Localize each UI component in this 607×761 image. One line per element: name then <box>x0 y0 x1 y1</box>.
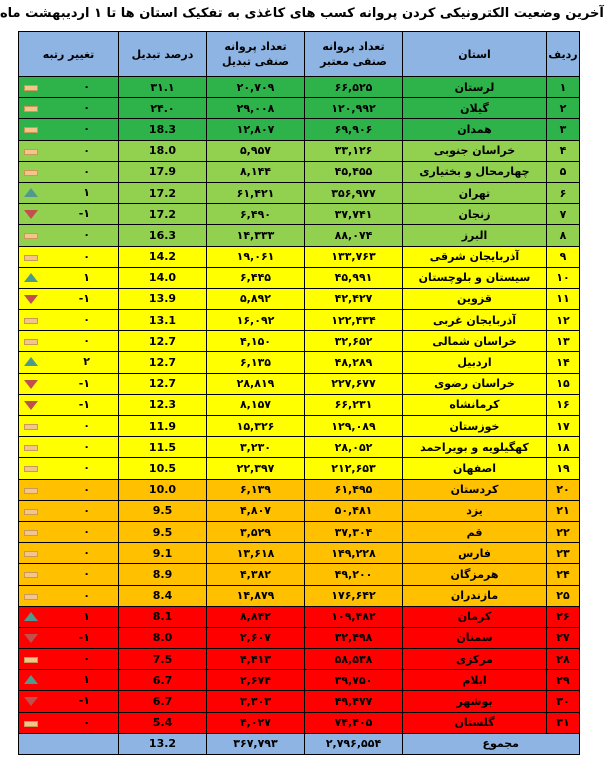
percent-cell: 12.7 <box>119 373 207 394</box>
rank-cell: ۱۵ <box>547 373 580 394</box>
rank-change-cell <box>19 479 119 500</box>
converted-cell: ۳,۵۲۹ <box>207 521 305 542</box>
percent-cell: 16.3 <box>119 225 207 246</box>
arrow-up-icon <box>24 273 38 282</box>
table-row <box>19 479 580 500</box>
percent-cell: 12.7 <box>119 331 207 352</box>
table-row <box>19 310 580 331</box>
rank-change-value: ۱ <box>83 673 90 687</box>
converted-cell: ۲۸,۸۱۹ <box>207 373 305 394</box>
table-row <box>19 691 580 712</box>
rank-change-cell <box>19 437 119 458</box>
converted-cell: ۶,۴۴۵ <box>207 267 305 288</box>
arrow-up-icon <box>24 188 38 197</box>
rank-change-cell <box>19 712 119 733</box>
total-change <box>19 733 119 754</box>
arrow-down-icon <box>24 401 38 410</box>
rank-change-cell <box>19 161 119 182</box>
dash-icon <box>24 233 38 239</box>
rank-cell: ۱۳ <box>547 331 580 352</box>
table-row <box>19 331 580 352</box>
valid-cell: ۴۸,۲۸۹ <box>305 352 403 373</box>
valid-cell: ۱۷۶,۶۴۲ <box>305 585 403 606</box>
converted-cell: ۵,۸۹۲ <box>207 288 305 309</box>
rank-change-value: ۰ <box>83 122 90 136</box>
rank-change-cell <box>19 310 119 331</box>
table-row <box>19 77 580 98</box>
valid-cell: ۴۹,۲۰۰ <box>305 564 403 585</box>
rank-change-value: ۱- <box>78 630 90 644</box>
province-cell: چهارمحال و بختیاری <box>403 161 547 182</box>
rank-cell: ۱۲ <box>547 310 580 331</box>
converted-cell: ۲,۶۷۴ <box>207 670 305 691</box>
province-cell: هرمزگان <box>403 564 547 585</box>
rank-cell: ۵ <box>547 161 580 182</box>
table-row <box>19 373 580 394</box>
table-row <box>19 670 580 691</box>
rank-cell: ۲۷ <box>547 627 580 648</box>
converted-cell: ۱۲,۸۰۷ <box>207 119 305 140</box>
rank-cell: ۸ <box>547 225 580 246</box>
rank-cell: ۱ <box>547 77 580 98</box>
converted-cell: ۲۲,۳۹۷ <box>207 458 305 479</box>
table-row <box>19 437 580 458</box>
table-row <box>19 394 580 415</box>
arrow-down-icon <box>24 295 38 304</box>
arrow-up-icon <box>24 612 38 621</box>
valid-cell: ۳۳,۱۲۶ <box>305 140 403 161</box>
rank-change-cell <box>19 331 119 352</box>
rank-cell: ۲۶ <box>547 606 580 627</box>
rank-change-value: ۰ <box>83 419 90 432</box>
table-row <box>19 627 580 648</box>
header-change: تغییر رتبه <box>19 32 119 77</box>
percent-cell: 13.9 <box>119 288 207 309</box>
percent-cell: ۲۴.۰ <box>119 98 207 119</box>
rank-change-cell <box>19 394 119 415</box>
rank-change-value: ۰ <box>83 652 90 666</box>
province-cell: کهگیلویه و بویراحمد <box>403 437 547 458</box>
valid-cell: ۱۲۲,۴۳۴ <box>305 310 403 331</box>
table-row <box>19 98 580 119</box>
table-row <box>19 161 580 182</box>
rank-cell: ۱۴ <box>547 352 580 373</box>
rank-change-value: ۰ <box>83 567 90 581</box>
province-cell: قم <box>403 521 547 542</box>
rank-change-cell <box>19 585 119 606</box>
rank-change-value: ۰ <box>83 482 90 496</box>
province-cell: کردستان <box>403 479 547 500</box>
province-cell: مرکزی <box>403 649 547 670</box>
converted-cell: ۵,۹۵۷ <box>207 140 305 161</box>
rank-change-value: ۰ <box>83 143 90 157</box>
percent-cell: 10.5 <box>119 458 207 479</box>
province-cell: همدان <box>403 119 547 140</box>
rank-change-cell <box>19 500 119 521</box>
converted-cell: ۱۶,۰۹۲ <box>207 310 305 331</box>
province-cell: یزد <box>403 500 547 521</box>
rank-change-value: ۰ <box>83 715 90 729</box>
rank-cell: ۲۲ <box>547 521 580 542</box>
table-row <box>19 585 580 606</box>
percent-cell: 18.3 <box>119 119 207 140</box>
table-row <box>19 246 580 267</box>
converted-cell: ۴,۱۵۰ <box>207 331 305 352</box>
table-row <box>19 458 580 479</box>
percent-cell: 14.2 <box>119 246 207 267</box>
header-province: استان <box>403 32 547 77</box>
converted-cell: ۱۳,۶۱۸ <box>207 543 305 564</box>
rank-change-cell <box>19 564 119 585</box>
rank-cell: ۱۸ <box>547 437 580 458</box>
rank-change-cell <box>19 204 119 225</box>
header-percent: درصد تبدیل <box>119 32 207 77</box>
dash-icon <box>24 657 38 663</box>
percent-cell: 12.7 <box>119 352 207 373</box>
dash-icon <box>24 255 38 261</box>
rank-change-cell <box>19 606 119 627</box>
rank-change-cell <box>19 416 119 437</box>
converted-cell: ۴,۳۸۲ <box>207 564 305 585</box>
valid-cell: ۱۲۹,۰۸۹ <box>305 416 403 437</box>
dash-icon <box>24 318 38 324</box>
valid-cell: ۴۹,۴۷۷ <box>305 691 403 712</box>
province-cell: کرمان <box>403 606 547 627</box>
rank-change-value: ۰ <box>83 546 90 560</box>
converted-cell: ۴,۰۲۷ <box>207 712 305 733</box>
rank-cell: ۱۶ <box>547 394 580 415</box>
dash-icon <box>24 85 38 91</box>
arrow-down-icon <box>24 210 38 219</box>
rank-change-cell <box>19 649 119 670</box>
percent-cell: 17.2 <box>119 204 207 225</box>
rank-change-value: ۲ <box>83 355 90 369</box>
percent-cell: 6.7 <box>119 670 207 691</box>
province-cell: اصفهان <box>403 458 547 479</box>
rank-change-cell <box>19 98 119 119</box>
rank-change-cell <box>19 182 119 203</box>
rank-cell: ۴ <box>547 140 580 161</box>
rank-change-cell <box>19 691 119 712</box>
province-cell: کرمانشاه <box>403 394 547 415</box>
rank-change-value: ۰ <box>83 440 90 454</box>
rank-change-cell <box>19 267 119 288</box>
rank-change-cell <box>19 521 119 542</box>
percent-cell: 8.4 <box>119 585 207 606</box>
valid-cell: ۱۳۳,۷۶۳ <box>305 246 403 267</box>
province-cell: خراسان جنوبی <box>403 140 547 161</box>
province-table <box>18 31 580 755</box>
table-row <box>19 352 580 373</box>
rank-cell: ۱۹ <box>547 458 580 479</box>
rank-change-value: ۰ <box>83 334 90 348</box>
dash-icon <box>24 170 38 176</box>
province-cell: خوزستان <box>403 416 547 437</box>
rank-change-value: ۰ <box>83 249 90 263</box>
rank-change-value: ۱- <box>78 397 90 411</box>
rank-change-cell <box>19 119 119 140</box>
converted-cell: ۸,۱۵۷ <box>207 394 305 415</box>
valid-cell: ۸۸,۰۷۴ <box>305 225 403 246</box>
rank-change-value: ۰ <box>83 524 90 538</box>
rank-change-value: ۱- <box>78 291 90 305</box>
dash-icon <box>24 721 38 727</box>
valid-cell: ۳۲,۶۵۲ <box>305 331 403 352</box>
dash-icon <box>24 339 38 345</box>
percent-cell: 11.5 <box>119 437 207 458</box>
rank-change-cell <box>19 458 119 479</box>
converted-cell: ۶۱,۴۲۱ <box>207 182 305 203</box>
dash-icon <box>24 488 38 494</box>
rank-cell: ۱۷ <box>547 416 580 437</box>
converted-cell: ۲۰,۷۰۹ <box>207 77 305 98</box>
rank-change-value: ۱- <box>78 376 90 390</box>
percent-cell: 9.5 <box>119 500 207 521</box>
rank-cell: ۲ <box>547 98 580 119</box>
rank-cell: ۲۱ <box>547 500 580 521</box>
rank-cell: ۷ <box>547 204 580 225</box>
province-cell: خراسان شمالی <box>403 331 547 352</box>
percent-cell: 17.2 <box>119 182 207 203</box>
table-row <box>19 416 580 437</box>
converted-cell: ۲۹,۰۰۸ <box>207 98 305 119</box>
rank-change-cell <box>19 225 119 246</box>
page-title: آخرین وضعیت الکترونیکی کردن پروانه کسب های کاغذی به تفکیک استان ها تا ۱ اردیبهشت ماه <box>0 6 604 21</box>
header-valid: تعداد پروانه صنفی معتبر <box>305 32 403 77</box>
rank-cell: ۲۸ <box>547 649 580 670</box>
province-cell: آذربایجان غربی <box>403 310 547 331</box>
percent-cell: 17.9 <box>119 161 207 182</box>
rank-change-value: ۰ <box>83 101 90 115</box>
valid-cell: ۶۱,۴۹۵ <box>305 479 403 500</box>
valid-cell: ۱۰۹,۴۸۲ <box>305 606 403 627</box>
percent-cell: 8.1 <box>119 606 207 627</box>
valid-cell: ۴۲,۴۲۷ <box>305 288 403 309</box>
dash-icon <box>24 445 38 451</box>
table-row <box>19 288 580 309</box>
converted-cell: ۸,۸۴۲ <box>207 606 305 627</box>
valid-cell: ۳۵۶,۹۷۷ <box>305 182 403 203</box>
province-cell: گلستان <box>403 712 547 733</box>
rank-change-cell <box>19 77 119 98</box>
rank-change-value: ۰ <box>83 313 90 327</box>
province-cell: البرز <box>403 225 547 246</box>
table-row <box>19 267 580 288</box>
province-cell: سیستان و بلوچستان <box>403 267 547 288</box>
valid-cell: ۲۱۲,۶۵۳ <box>305 458 403 479</box>
percent-cell: 9.5 <box>119 521 207 542</box>
dash-icon <box>24 551 38 557</box>
table-row <box>19 204 580 225</box>
percent-cell: 8.9 <box>119 564 207 585</box>
percent-cell: 10.0 <box>119 479 207 500</box>
rank-change-cell <box>19 543 119 564</box>
dash-icon <box>24 572 38 578</box>
province-cell: لرستان <box>403 77 547 98</box>
converted-cell: ۱۴,۳۳۳ <box>207 225 305 246</box>
table-row <box>19 119 580 140</box>
province-cell: خراسان رضوی <box>403 373 547 394</box>
percent-cell: 18.0 <box>119 140 207 161</box>
rank-change-value: ۱- <box>78 694 90 708</box>
table-row <box>19 521 580 542</box>
converted-cell: ۶,۱۳۵ <box>207 352 305 373</box>
total-valid: ۲,۷۹۶,۵۵۴ <box>305 733 403 754</box>
rank-change-value: ۰ <box>83 588 90 602</box>
dash-icon <box>24 424 38 430</box>
dash-icon <box>24 530 38 536</box>
table-row <box>19 649 580 670</box>
province-cell: اردبیل <box>403 352 547 373</box>
table-body <box>19 77 580 734</box>
percent-cell: 8.0 <box>119 627 207 648</box>
rank-change-value: ۱ <box>83 270 90 284</box>
converted-cell: ۲,۶۰۷ <box>207 627 305 648</box>
rank-change-value: ۰ <box>83 228 90 242</box>
header-converted: تعداد پروانه صنفی تبدیل <box>207 32 305 77</box>
province-cell: بوشهر <box>403 691 547 712</box>
valid-cell: ۱۴۹,۲۲۸ <box>305 543 403 564</box>
total-row <box>19 733 580 754</box>
converted-cell: ۱۴,۸۷۹ <box>207 585 305 606</box>
valid-cell: ۳۷,۷۴۱ <box>305 204 403 225</box>
total-converted: ۳۶۷,۷۹۳ <box>207 733 305 754</box>
rank-cell: ۲۳ <box>547 543 580 564</box>
percent-cell: 9.1 <box>119 543 207 564</box>
rank-change-value: ۱- <box>78 207 90 221</box>
percent-cell: 13.1 <box>119 310 207 331</box>
rank-change-cell <box>19 288 119 309</box>
rank-cell: ۱۱ <box>547 288 580 309</box>
valid-cell: ۷۴,۴۰۵ <box>305 712 403 733</box>
rank-change-cell <box>19 670 119 691</box>
rank-change-value: ۰ <box>83 80 90 93</box>
province-cell: تهران <box>403 182 547 203</box>
rank-change-value: ۰ <box>83 461 90 475</box>
rank-cell: ۲۴ <box>547 564 580 585</box>
table-row <box>19 564 580 585</box>
valid-cell: ۴۵,۹۹۱ <box>305 267 403 288</box>
rank-change-cell <box>19 627 119 648</box>
province-cell: فارس <box>403 543 547 564</box>
dash-icon <box>24 466 38 472</box>
rank-cell: ۶ <box>547 182 580 203</box>
rank-cell: ۳۰ <box>547 691 580 712</box>
percent-cell: 5.4 <box>119 712 207 733</box>
percent-cell: 7.5 <box>119 649 207 670</box>
rank-change-value: ۰ <box>83 503 90 517</box>
province-cell: زنجان <box>403 204 547 225</box>
percent-cell: ۳۱.۱ <box>119 77 207 98</box>
converted-cell: ۸,۱۴۴ <box>207 161 305 182</box>
converted-cell: ۱۵,۳۲۶ <box>207 416 305 437</box>
arrow-down-icon <box>24 380 38 389</box>
header-row <box>19 32 580 77</box>
percent-cell: 6.7 <box>119 691 207 712</box>
rank-cell: ۳۱ <box>547 712 580 733</box>
dash-icon <box>24 149 38 155</box>
table-row <box>19 543 580 564</box>
percent-cell: 12.3 <box>119 394 207 415</box>
valid-cell: ۳۲,۴۹۸ <box>305 627 403 648</box>
rank-change-cell <box>19 246 119 267</box>
rank-change-value: ۱ <box>83 609 90 623</box>
dash-icon <box>24 594 38 600</box>
province-cell: آذربایجان شرقی <box>403 246 547 267</box>
province-cell: ایلام <box>403 670 547 691</box>
converted-cell: ۳,۲۳۰ <box>207 437 305 458</box>
rank-change-cell <box>19 140 119 161</box>
valid-cell: ۶۹,۹۰۶ <box>305 119 403 140</box>
converted-cell: ۴,۴۱۳ <box>207 649 305 670</box>
table-row <box>19 500 580 521</box>
rank-change-cell <box>19 373 119 394</box>
province-cell: گیلان <box>403 98 547 119</box>
rank-change-value: ۱ <box>83 185 90 199</box>
converted-cell: ۳,۳۰۳ <box>207 691 305 712</box>
dash-icon <box>24 106 38 112</box>
percent-cell: 14.0 <box>119 267 207 288</box>
arrow-up-icon <box>24 357 38 366</box>
converted-cell: ۴,۸۰۷ <box>207 500 305 521</box>
table-row <box>19 182 580 203</box>
rank-change-cell <box>19 352 119 373</box>
rank-cell: ۱۰ <box>547 267 580 288</box>
province-cell: سمنان <box>403 627 547 648</box>
dash-icon <box>24 509 38 515</box>
rank-cell: ۳ <box>547 119 580 140</box>
valid-cell: ۲۸,۰۵۲ <box>305 437 403 458</box>
converted-cell: ۶,۴۹۰ <box>207 204 305 225</box>
converted-cell: ۶,۱۳۹ <box>207 479 305 500</box>
valid-cell: ۳۹,۷۵۰ <box>305 670 403 691</box>
table-row <box>19 712 580 733</box>
arrow-down-icon <box>24 634 38 643</box>
total-percent: 13.2 <box>119 733 207 754</box>
header-rank: ردیف <box>547 32 580 77</box>
province-cell: قزوین <box>403 288 547 309</box>
rank-cell: ۹ <box>547 246 580 267</box>
table-row <box>19 225 580 246</box>
rank-cell: ۲۹ <box>547 670 580 691</box>
arrow-down-icon <box>24 697 38 706</box>
valid-cell: ۶۶,۵۲۵ <box>305 77 403 98</box>
valid-cell: ۲۲۷,۶۷۷ <box>305 373 403 394</box>
valid-cell: ۱۲۰,۹۹۲ <box>305 98 403 119</box>
percent-cell: 11.9 <box>119 416 207 437</box>
converted-cell: ۱۹,۰۶۱ <box>207 246 305 267</box>
arrow-up-icon <box>24 675 38 684</box>
rank-cell: ۲۵ <box>547 585 580 606</box>
table-row <box>19 606 580 627</box>
valid-cell: ۵۰,۴۸۱ <box>305 500 403 521</box>
valid-cell: ۵۸,۵۳۸ <box>305 649 403 670</box>
province-cell: مازندران <box>403 585 547 606</box>
valid-cell: ۴۵,۴۵۵ <box>305 161 403 182</box>
rank-change-value: ۰ <box>83 164 90 178</box>
valid-cell: ۳۷,۳۰۴ <box>305 521 403 542</box>
table-row <box>19 140 580 161</box>
total-label: مجموع <box>403 733 580 754</box>
valid-cell: ۶۶,۲۳۱ <box>305 394 403 415</box>
dash-icon <box>24 127 38 133</box>
rank-cell: ۲۰ <box>547 479 580 500</box>
